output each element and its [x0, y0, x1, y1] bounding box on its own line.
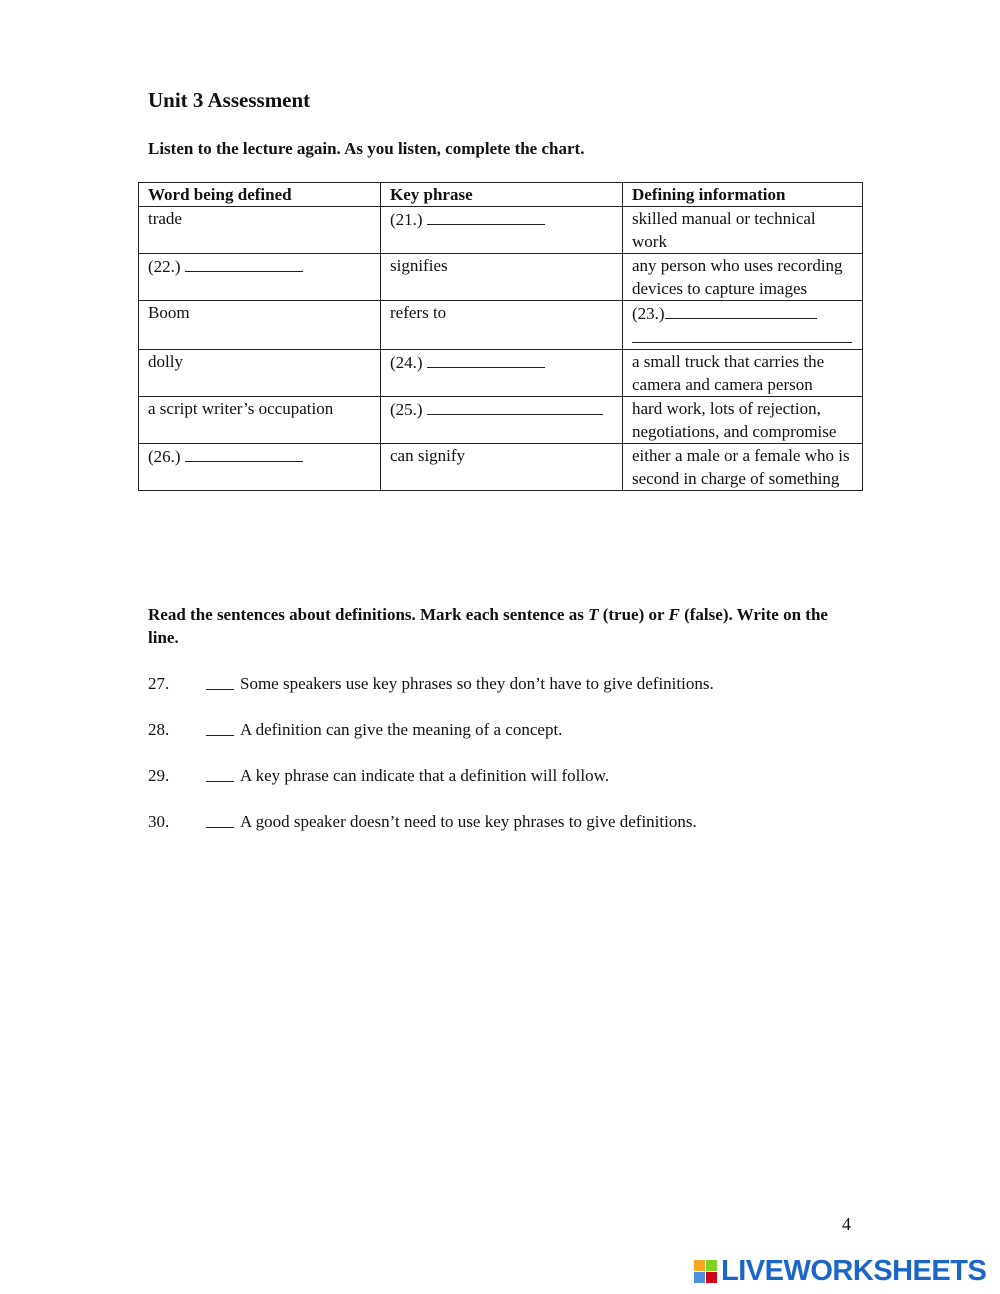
- cell-info: skilled manual or technical work: [623, 207, 863, 254]
- logo-square: [694, 1260, 705, 1271]
- cell-key: refers to: [381, 301, 623, 350]
- true-false-list: [148, 672, 868, 856]
- instruction-text: (false). Write on the line.: [148, 605, 828, 647]
- item-number: 29.: [148, 766, 170, 785]
- cell-word: [139, 254, 381, 301]
- table-row: [139, 350, 863, 397]
- list-item: [148, 718, 868, 764]
- cell-key: [381, 207, 623, 254]
- statement-text: A key phrase can indicate that a definition will follow.: [240, 766, 610, 785]
- item-number: 30.: [148, 812, 170, 831]
- cell-info: a small truck that carries the camera and camera person: [623, 350, 863, 397]
- item-label: (25.): [390, 400, 423, 419]
- logo-text: LIVEWORKSHEETS: [721, 1255, 987, 1287]
- true-false-instruction: [148, 603, 848, 649]
- instruction-text: Read the sentences about definitions. Mark each sentence as: [148, 605, 589, 624]
- answer-blank-26[interactable]: [185, 444, 303, 462]
- item-label: (22.): [148, 257, 181, 276]
- answer-blank-23[interactable]: [665, 301, 817, 319]
- cell-info: any person who uses recording devices to capture images: [623, 254, 863, 301]
- cell-key: can signify: [381, 444, 623, 491]
- answer-blank-22[interactable]: [185, 254, 303, 272]
- list-item: [148, 810, 868, 856]
- cell-word: dolly: [139, 350, 381, 397]
- answer-blank-24[interactable]: [427, 350, 545, 368]
- page-title: Unit 3 Assessment: [148, 88, 311, 112]
- instruction-true-letter: T: [588, 605, 599, 624]
- item-number: 27.: [148, 674, 170, 693]
- chart-instruction: Listen to the lecture again. As you listen, complete the chart.: [148, 139, 585, 158]
- logo-square: [706, 1260, 717, 1271]
- table-row: [139, 397, 863, 444]
- header-defining-info: Defining information: [623, 183, 863, 207]
- logo-icon: [694, 1260, 717, 1283]
- answer-blank-21[interactable]: [427, 207, 545, 225]
- logo-square: [706, 1272, 717, 1283]
- cell-key: signifies: [381, 254, 623, 301]
- list-item: [148, 764, 868, 810]
- cell-word: a script writer’s occupation: [139, 397, 381, 444]
- cell-info: [623, 301, 863, 350]
- item-label: (23.): [632, 304, 665, 323]
- statement-text: A good speaker doesn’t need to use key phrases to give definitions.: [240, 812, 697, 831]
- statement-text: Some speakers use key phrases so they don’t have to give definitions.: [240, 674, 714, 693]
- item-number: 28.: [148, 720, 170, 739]
- page-number: 4: [842, 1214, 851, 1234]
- header-key-phrase: Key phrase: [381, 183, 623, 207]
- cell-word: [139, 444, 381, 491]
- logo-square: [694, 1272, 705, 1283]
- item-label: (26.): [148, 447, 181, 466]
- table-row: [139, 301, 863, 350]
- cell-info: either a male or a female who is second in charge of something: [623, 444, 863, 491]
- cell-info: hard work, lots of rejection, negotiations, and compromise: [623, 397, 863, 444]
- list-item: [148, 672, 868, 718]
- cell-key: [381, 397, 623, 444]
- answer-line-28[interactable]: [206, 718, 234, 736]
- cell-word: Boom: [139, 301, 381, 350]
- item-label: (21.): [390, 210, 423, 229]
- table-row: [139, 207, 863, 254]
- instruction-false-letter: F: [668, 605, 680, 624]
- cell-word: trade: [139, 207, 381, 254]
- cell-key: [381, 350, 623, 397]
- answer-blank-23-line2[interactable]: [632, 325, 852, 343]
- answer-line-27[interactable]: [206, 672, 234, 690]
- definition-chart: [138, 182, 863, 491]
- statement-text: A definition can give the meaning of a concept.: [240, 720, 563, 739]
- answer-line-30[interactable]: [206, 810, 234, 828]
- table-header-row: [139, 183, 863, 207]
- liveworksheets-logo: [694, 1255, 986, 1288]
- table-row: [139, 254, 863, 301]
- item-label: (24.): [390, 353, 423, 372]
- answer-line-29[interactable]: [206, 764, 234, 782]
- instruction-text: (true) or: [598, 605, 669, 624]
- answer-blank-25[interactable]: [427, 397, 603, 415]
- table-row: [139, 444, 863, 491]
- header-word: Word being defined: [139, 183, 381, 207]
